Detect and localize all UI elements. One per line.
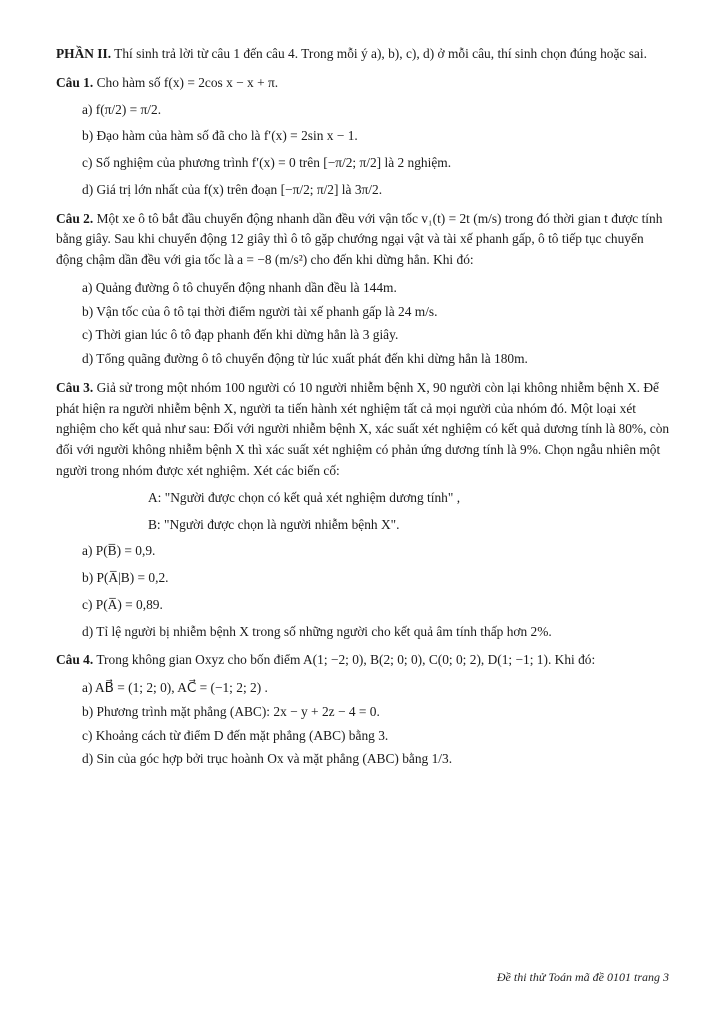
- q3-event-a: A: "Người được chọn có kết quả xét nghiệm dương tính" ,: [148, 489, 461, 505]
- page-footer: Đề thi thử Toán mã đề 0101 trang 3: [496, 970, 669, 984]
- q4-label: Câu 4.: [56, 652, 94, 668]
- q2-stem: Một xe ô tô bắt đầu chuyển động nhanh dần đều với vận tốc v₁(t) = 2t (m/s) trong đó thời gian t được tính bằng giây. Sau khi chuyển động 12 giây thì ô tô gặp chướng ngại vật và tài xế phanh gấp, ô tô tiếp tục chuyển động chậm dần đều với gia tốc là a = −8 (m/s²) cho đến khi dừng hẳn. Khi đó:: [56, 210, 663, 268]
- q4-option-a: a) AB⃗ = (1; 2; 0), AC⃗ = (−1; 2; 2) .: [82, 680, 268, 696]
- q1-option-a: a) f(π/2) = π/2.: [82, 101, 162, 117]
- q1-stem: Cho hàm số f(x) = 2cos x − x + π.: [96, 74, 279, 90]
- q2-option-d: d) Tổng quãng đường ô tô chuyển động từ lúc xuất phát đến khi dừng hẳn là 180m.: [82, 351, 528, 367]
- part-title: PHẦN II.: [56, 46, 112, 61]
- q2-option-c: c) Thời gian lúc ô tô đạp phanh đến khi dừng hẳn là 3 giây.: [82, 327, 399, 343]
- q3-label: Câu 3.: [56, 379, 94, 395]
- q2-option-b: b) Vận tốc của ô tô tại thời điểm người tài xế phanh gấp là 24 m/s.: [82, 303, 438, 319]
- q1-option-d: d) Giá trị lớn nhất của f(x) trên đoạn [−π/2; π/2] là 3π/2.: [82, 181, 383, 197]
- question-1: [56, 73, 673, 201]
- part-header: [56, 44, 673, 65]
- q2-option-a: a) Quảng đường ô tô chuyển động nhanh dần đều là 144m.: [82, 279, 397, 295]
- q3-stem: Giả sử trong một nhóm 100 người có 10 người nhiễm bệnh X, 90 người còn lại không nhiễm bệnh X. Để phát hiện ra người nhiễm bệnh X, người ta tiến hành xét nghiệm tất cả mọi người của nhóm đó. Một loại xét nghiệm cho kết quả như sau: Đối với người nhiễm bệnh X, xác suất xét nghiệm có kết quả dương tính là 80%, còn đối với người không nhiễm bệnh X thì xác suất xét nghiệm có phản ứng dương tính là 9%. Chọn ngẫu nhiên một người trong nhóm được xét nghiệm. Xét các biến cố:: [56, 379, 670, 479]
- q4-option-c: c) Khoảng cách từ điểm D đến mặt phẳng (ABC) bằng 3.: [82, 727, 389, 743]
- q3-event-b: B: "Người được chọn là người nhiễm bệnh X".: [148, 516, 400, 532]
- q1-option-b: b) Đạo hàm của hàm số đã cho là f′(x) = 2sin x − 1.: [82, 128, 358, 144]
- q1-label: Câu 1.: [56, 74, 94, 90]
- question-2: [56, 209, 673, 370]
- q4-option-d: d) Sin của góc hợp bởi trục hoành Ox và mặt phẳng (ABC) bằng 1/3.: [82, 751, 453, 767]
- q3-option-a: a) P(B̅) = 0,9.: [82, 543, 156, 559]
- q3-option-c: c) P(A̅) = 0,89.: [82, 596, 163, 612]
- q4-stem: Trong không gian Oxyz cho bốn điểm A(1; −2; 0), B(2; 0; 0), C(0; 0; 2), D(1; −1; 1). Khi đó:: [96, 652, 596, 668]
- question-4: [56, 650, 673, 770]
- q2-label: Câu 2.: [56, 210, 94, 226]
- q1-option-c: c) Số nghiệm của phương trình f′(x) = 0 trên [−π/2; π/2] là 2 nghiệm.: [82, 155, 452, 171]
- q3-option-d: d) Tỉ lệ người bị nhiễm bệnh X trong số những người cho kết quả âm tính thấp hơn 2%.: [82, 623, 552, 639]
- part-instructions: Thí sinh trả lời từ câu 1 đến câu 4. Trong mỗi ý a), b), c), d) ở mỗi câu, thí sinh chọn đúng hoặc sai.: [114, 46, 647, 61]
- q3-option-b: b) P(A̅|B) = 0,2.: [82, 570, 169, 586]
- q4-option-b: b) Phương trình mặt phẳng (ABC): 2x − y + 2z − 4 = 0.: [82, 703, 380, 719]
- question-3: [56, 378, 673, 642]
